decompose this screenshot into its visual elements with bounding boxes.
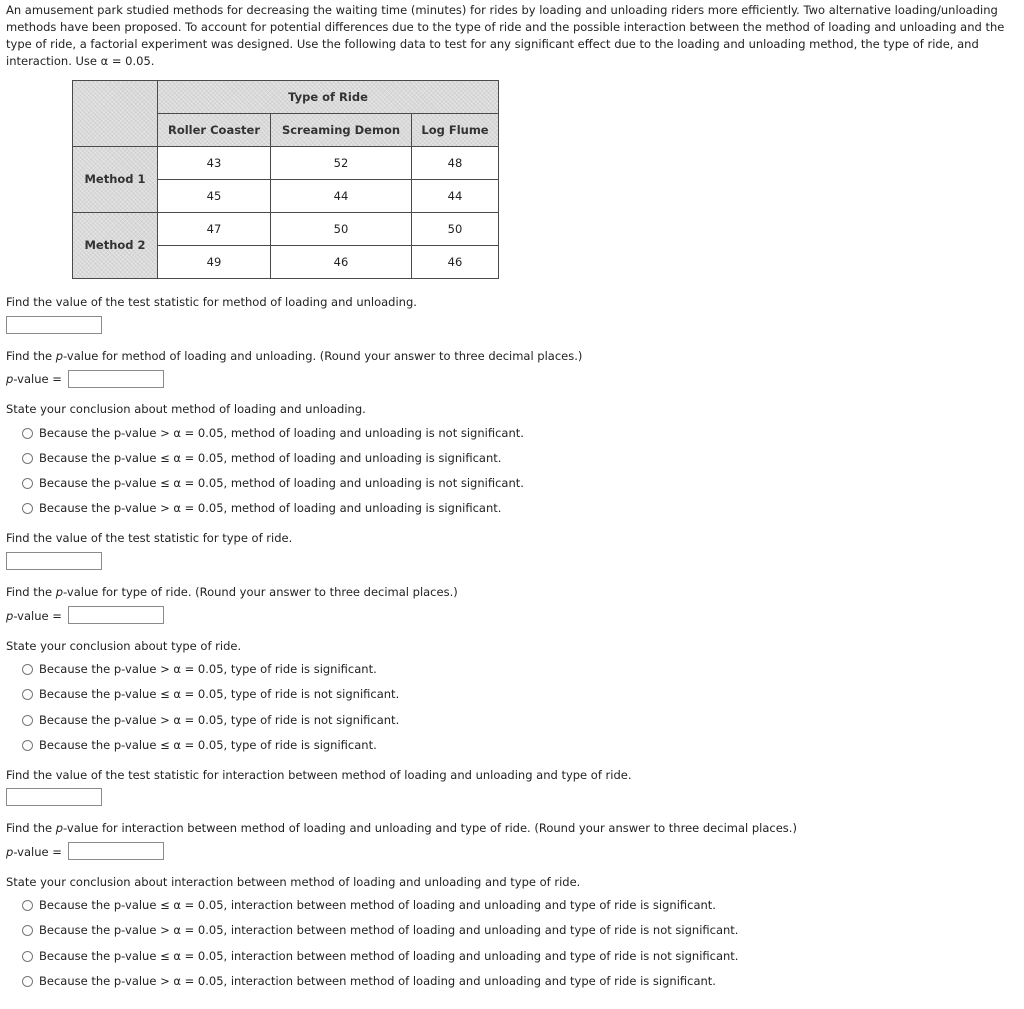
radio-button[interactable] — [22, 976, 33, 987]
radio-button[interactable] — [22, 453, 33, 464]
table-cell: 44 — [271, 180, 412, 213]
interaction-option-1[interactable]: Because the p-value ≤ α = 0.05, interaction between method of loading and unloading and type of ride is significant. — [22, 897, 716, 914]
ride-option-4[interactable]: Because the p-value ≤ α = 0.05, type of ride is significant. — [22, 737, 377, 754]
interaction-option-3[interactable]: Because the p-value ≤ α = 0.05, interaction between method of loading and unloading and type of ride is not significant. — [22, 948, 738, 965]
table-cell: 46 — [271, 246, 412, 279]
table-cell: 43 — [158, 147, 271, 180]
method-option-4[interactable]: Because the p-value > α = 0.05, method of loading and unloading is significant. — [22, 500, 501, 517]
interaction-stat-input[interactable] — [6, 788, 102, 806]
ride-p-input[interactable] — [68, 606, 164, 624]
radio-button[interactable] — [22, 503, 33, 514]
ride-data-table — [72, 80, 499, 279]
row-header-method-1: Method 1 — [73, 147, 158, 213]
col-header-roller-coaster: Roller Coaster — [158, 114, 271, 147]
type-of-ride-header: Type of Ride — [158, 81, 499, 114]
problem-page — [6, 0, 1018, 70]
interaction-option-4[interactable]: Because the p-value > α = 0.05, interaction between method of loading and unloading and type of ride is significant. — [22, 973, 716, 990]
row-header-method-2: Method 2 — [73, 213, 158, 279]
method-stat-input[interactable] — [6, 316, 102, 334]
table-cell: 46 — [412, 246, 499, 279]
method-option-3[interactable]: Because the p-value ≤ α = 0.05, method of loading and unloading is not significant. — [22, 475, 524, 492]
interaction-stat-prompt: Find the value of the test statistic for interaction between method of loading and unloading and type of ride. — [6, 768, 632, 782]
corner-cell — [73, 81, 158, 147]
interaction-option-2[interactable]: Because the p-value > α = 0.05, interaction between method of loading and unloading and type of ride is not significant. — [22, 922, 738, 939]
ride-p-prompt: Find the p-value for type of ride. (Round your answer to three decimal places.) — [6, 585, 458, 599]
radio-button[interactable] — [22, 428, 33, 439]
ride-option-2[interactable]: Because the p-value ≤ α = 0.05, type of ride is not significant. — [22, 686, 399, 703]
radio-button[interactable] — [22, 715, 33, 726]
interaction-p-input[interactable] — [68, 842, 164, 860]
ride-stat-prompt: Find the value of the test statistic for type of ride. — [6, 531, 293, 545]
radio-button[interactable] — [22, 664, 33, 675]
method-conclusion-prompt: State your conclusion about method of loading and unloading. — [6, 402, 366, 416]
table-cell: 52 — [271, 147, 412, 180]
ride-conclusion-prompt: State your conclusion about type of ride. — [6, 639, 242, 653]
ride-option-3[interactable]: Because the p-value > α = 0.05, type of ride is not significant. — [22, 712, 399, 729]
col-header-log-flume: Log Flume — [412, 114, 499, 147]
radio-button[interactable] — [22, 689, 33, 700]
method-stat-prompt: Find the value of the test statistic for method of loading and unloading. — [6, 295, 417, 309]
method-option-2[interactable]: Because the p-value ≤ α = 0.05, method of loading and unloading is significant. — [22, 450, 501, 467]
table-cell: 50 — [412, 213, 499, 246]
table-cell: 48 — [412, 147, 499, 180]
method-p-prompt: Find the p-value for method of loading and unloading. (Round your answer to three decimal places.) — [6, 349, 583, 363]
radio-button[interactable] — [22, 951, 33, 962]
method-p-input[interactable] — [68, 370, 164, 388]
table-cell: 44 — [412, 180, 499, 213]
table-cell: 50 — [271, 213, 412, 246]
table-cell: 49 — [158, 246, 271, 279]
ride-p-label: p-value = — [6, 609, 62, 623]
table-cell: 47 — [158, 213, 271, 246]
method-p-label: p-value = — [6, 372, 62, 386]
ride-option-1[interactable]: Because the p-value > α = 0.05, type of ride is significant. — [22, 661, 377, 678]
interaction-p-label: p-value = — [6, 845, 62, 859]
radio-button[interactable] — [22, 900, 33, 911]
radio-button[interactable] — [22, 478, 33, 489]
interaction-p-prompt: Find the p-value for interaction between method of loading and unloading and type of ride. (Round your answer to three decimal places.) — [6, 821, 797, 835]
col-header-screaming-demon: Screaming Demon — [271, 114, 412, 147]
interaction-conclusion-prompt: State your conclusion about interaction between method of loading and unloading and type of ride. — [6, 875, 581, 889]
table-cell: 45 — [158, 180, 271, 213]
problem-intro: An amusement park studied methods for decreasing the waiting time (minutes) for rides by loading and unloading riders more efficiently. Two alternative loading/unloading methods have been proposed. To account for potential differences due to the type of ride and the possible interaction between the method of loading and unloading and the type of ride, a factorial experiment was designed. Use the following data to test for any significant effect due to the loading and unloading method, the type of ride, and interaction. Use α = 0.05. — [6, 3, 1005, 68]
ride-stat-input[interactable] — [6, 552, 102, 570]
method-option-1[interactable]: Because the p-value > α = 0.05, method of loading and unloading is not significant. — [22, 425, 524, 442]
radio-button[interactable] — [22, 740, 33, 751]
radio-button[interactable] — [22, 925, 33, 936]
